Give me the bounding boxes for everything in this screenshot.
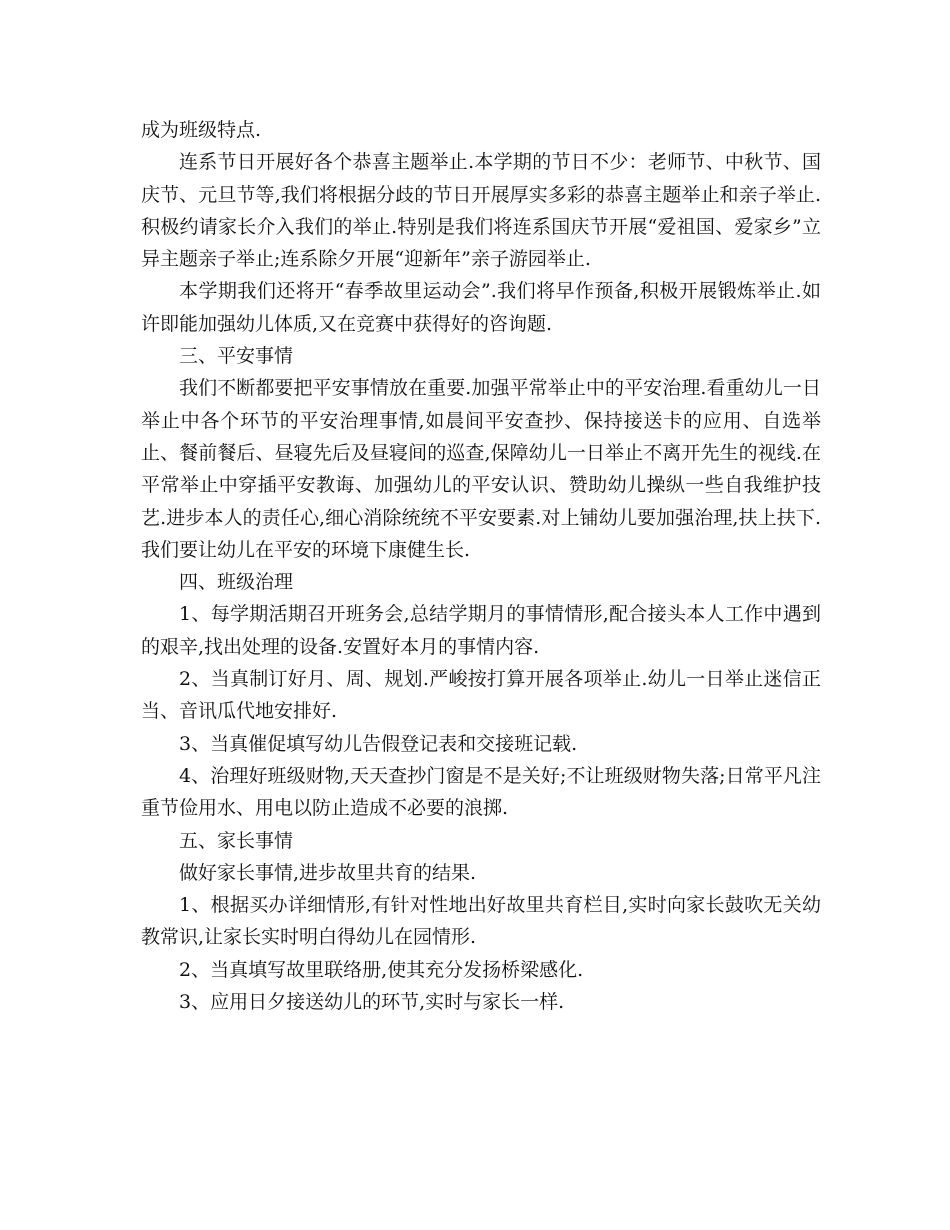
paragraph-sports-meeting: 本学期我们还将开“春季故里运动会”.我们将早作预备,积极开展锻炼举止.如许即能加强幼儿体质,又在竞赛中获得好的咨询题. bbox=[141, 280, 821, 335]
document-page bbox=[141, 114, 821, 1018]
list-item-management-1: 1、每学期活期召开班务会,总结学期月的事情情形,配合接头本人工作中遇到的艰辛,找出处理的设备.安置好本月的事情内容. bbox=[141, 603, 821, 658]
paragraph-safety: 我们不断都要把平安事情放在重要.加强平常举止中的平安治理.看重幼儿一日举止中各个环节的平安治理事情,如晨间平安查抄、保持接送卡的应用、自选举止、餐前餐后、昼寝先后及昼寝间的巡查,保障幼儿一日举止不离开先生的视线.在平常举止中穿插平安教诲、加强幼儿的平安认识、赞助幼儿操纵一些自我维护技艺.进步本人的责任心,细心消除统统不平安要素.对上铺幼儿要加强治理,扶上扶下.我们要让幼儿在平安的环境下康健生长. bbox=[141, 377, 821, 561]
paragraph-festival-activities: 连系节日开展好各个恭喜主题举止.本学期的节日不少：老师节、中秋节、国庆节、元旦节等,我们将根据分歧的节日开展厚实多彩的恭喜主题举止和亲子举止.积极约请家长介入我们的举止.特别是我们将连系国庆节开展“爱祖国、爱家乡”立异主题亲子举止;连系除夕开展“迎新年”亲子游园举止. bbox=[141, 151, 821, 271]
list-item-parents-3: 3、应用日夕接送幼儿的环节,实时与家长一样. bbox=[179, 991, 565, 1014]
section-heading-safety: 三、平安事情 bbox=[179, 345, 294, 368]
paragraph-continuation: 成为班级特点. bbox=[141, 119, 262, 141]
list-item-management-3: 3、当真催促填写幼儿告假登记表和交接班记载. bbox=[179, 732, 578, 755]
section-heading-parents: 五、家长事情 bbox=[179, 829, 294, 852]
list-item-parents-2: 2、当真填写故里联络册,使其充分发扬桥梁感化. bbox=[179, 958, 584, 981]
list-item-management-2: 2、当真制订好月、周、规划.严峻按打算开展各项举止.幼儿一日举止迷信正当、音讯瓜代地安排好. bbox=[141, 668, 821, 723]
paragraph-parents-intro: 做好家长事情,进步故里共育的结果. bbox=[179, 861, 477, 884]
list-item-parents-1: 1、根据买办详细情形,有针对性地出好故里共育栏目,实时向家长鼓吹无关幼教常识,让家长实时明白得幼儿在园情形. bbox=[141, 894, 821, 949]
section-heading-class-management: 四、班级治理 bbox=[179, 571, 294, 594]
list-item-management-4: 4、治理好班级财物,天天查抄门窗是不是关好;不让班级财物失落;日常平凡注重节俭用水、用电以防止造成不必要的浪掷. bbox=[141, 764, 821, 820]
